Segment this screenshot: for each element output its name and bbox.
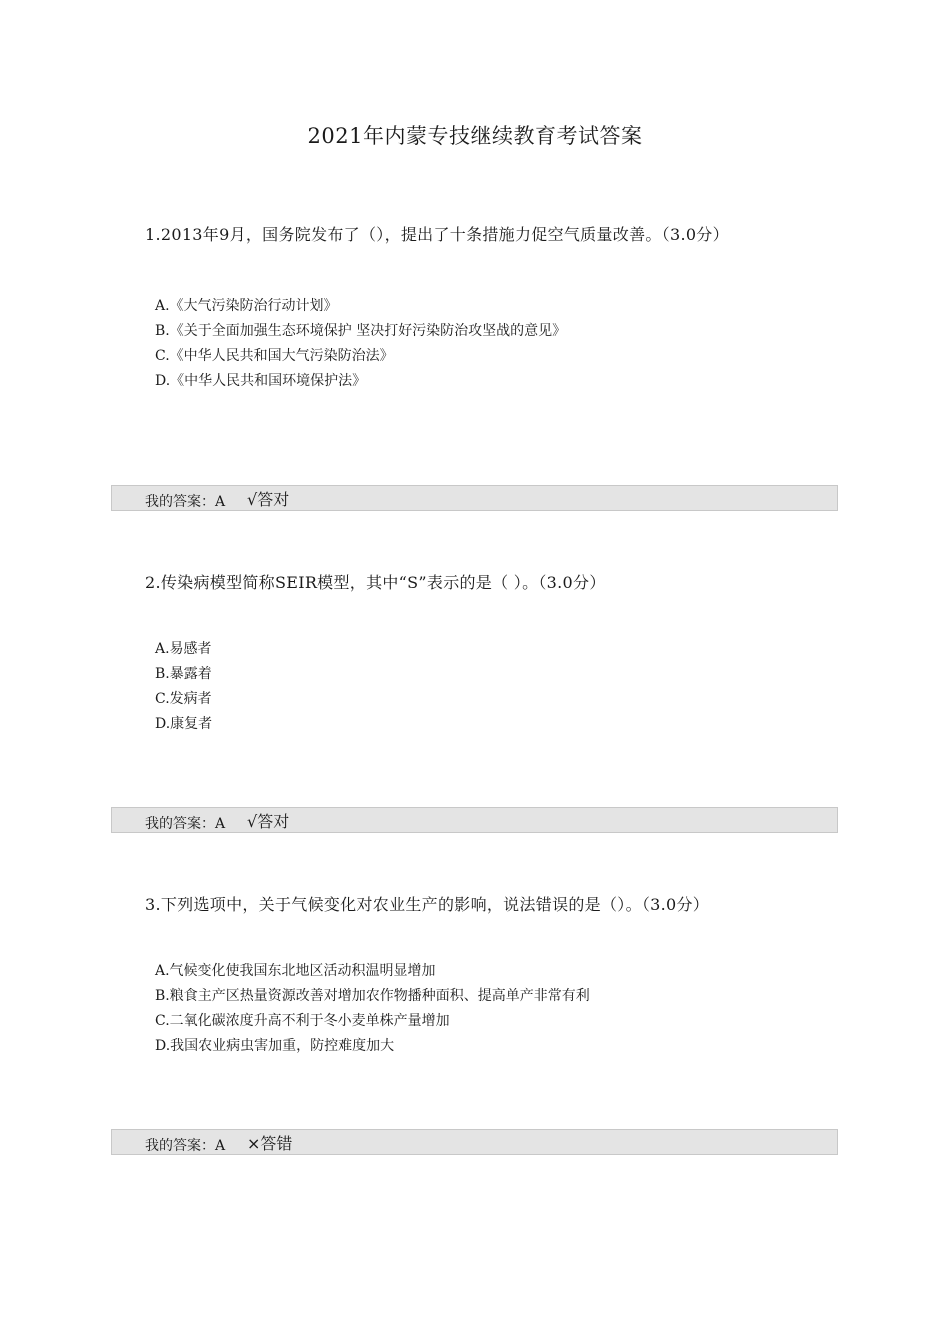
option-b: B.《关于全面加强生态环境保护 坚决打好污染防治攻坚战的意见》 xyxy=(155,323,567,339)
option-c: C.二氧化碳浓度升高不利于冬小麦单株产量增加 xyxy=(155,1013,450,1029)
answer-bar-2 xyxy=(111,807,838,833)
question-3 xyxy=(145,892,825,1059)
option-d: D.我国农业病虫害加重，防控难度加大 xyxy=(155,1038,395,1054)
question-2 xyxy=(145,570,825,737)
answer-status: √答对 xyxy=(247,812,290,831)
option-b: B.粮食主产区热量资源改善对增加农作物播种面积、提高单产非常有利 xyxy=(155,988,590,1004)
option-d: D.康复者 xyxy=(155,716,213,732)
option-a: A.《大气污染防治行动计划》 xyxy=(155,298,338,314)
question-text: 1.2013年9月，国务院发布了（），提出了十条措施力促空气质量改善。（3.0分） xyxy=(145,225,729,244)
answer-label: 我的答案：A xyxy=(145,816,226,832)
answer-bar-3 xyxy=(111,1129,838,1155)
answer-bar-1 xyxy=(111,485,838,511)
answer-label: 我的答案：A xyxy=(145,494,226,510)
question-text: 3.下列选项中，关于气候变化对农业生产的影响，说法错误的是（）。（3.0分） xyxy=(145,895,710,914)
option-c: C.《中华人民共和国大气污染防治法》 xyxy=(155,348,394,364)
option-b: B.暴露着 xyxy=(155,666,212,682)
option-list xyxy=(145,637,825,737)
question-1 xyxy=(145,222,825,394)
option-a: A.气候变化使我国东北地区活动积温明显增加 xyxy=(155,963,436,979)
option-c: C.发病者 xyxy=(155,691,212,707)
option-a: A.易感者 xyxy=(155,641,212,657)
answer-status: ×答错 xyxy=(247,1134,293,1153)
option-d: D.《中华人民共和国环境保护法》 xyxy=(155,373,367,389)
answer-status: √答对 xyxy=(247,490,290,509)
page-title: 2021年内蒙专技继续教育考试答案 xyxy=(307,124,643,148)
answer-label: 我的答案：A xyxy=(145,1138,226,1154)
option-list xyxy=(145,294,825,394)
question-text: 2.传染病模型简称SEIR模型，其中“S”表示的是（ ）。（3.0分） xyxy=(145,573,606,592)
option-list xyxy=(145,959,825,1059)
